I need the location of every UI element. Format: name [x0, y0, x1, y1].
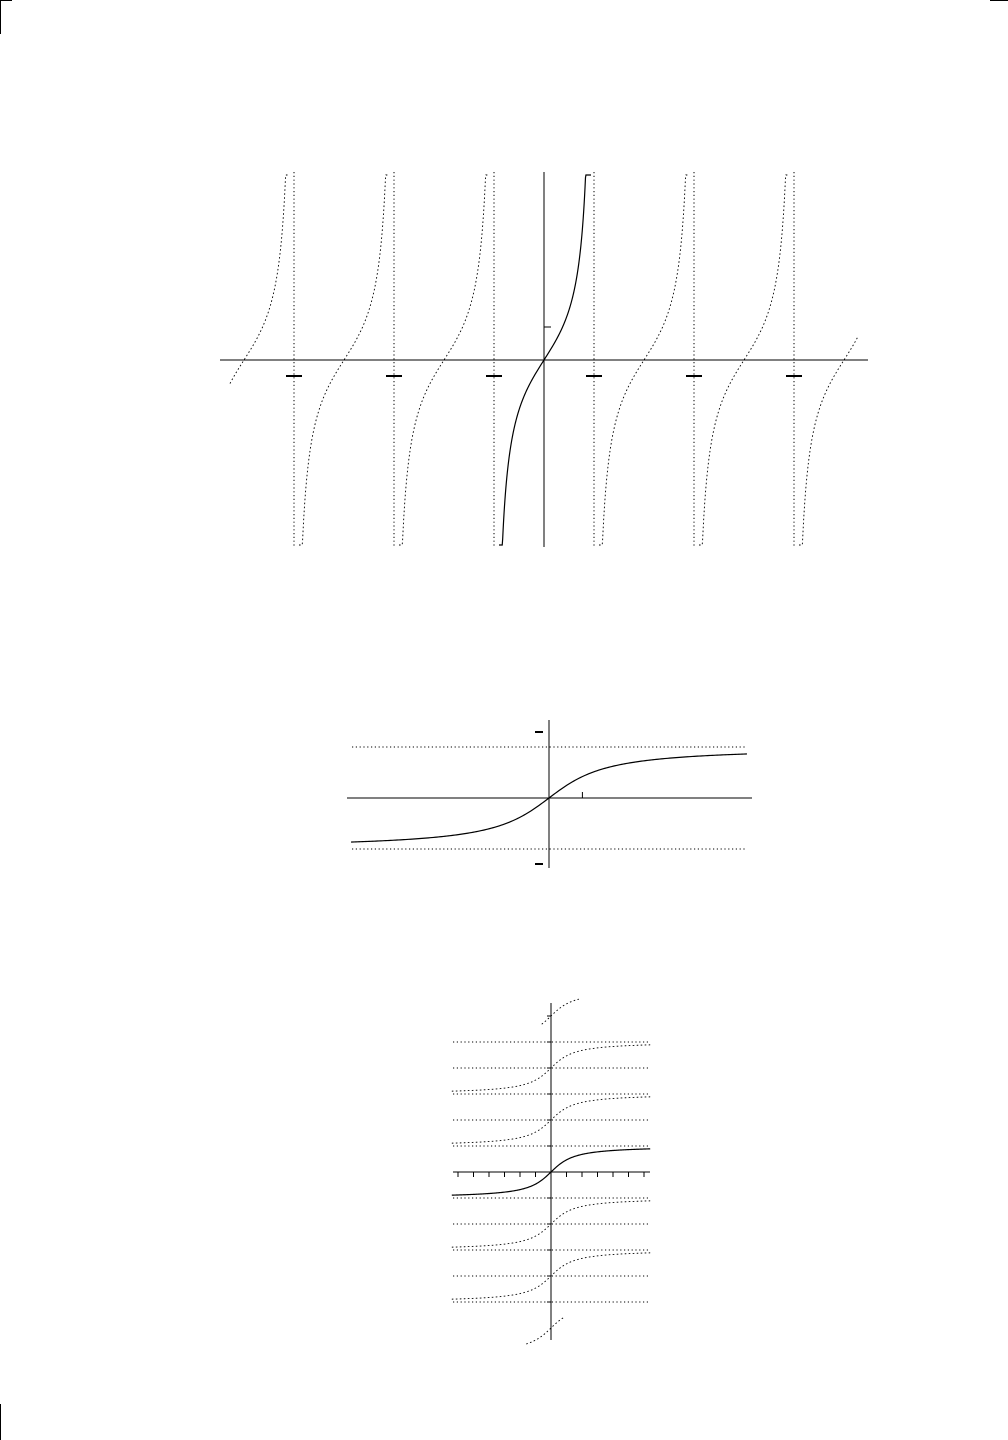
dotted-branch-top-tail [542, 999, 579, 1024]
figure-1-tan-plot [220, 172, 868, 547]
dotted-branch-1 [230, 175, 289, 384]
dotted-branch-6 [799, 336, 858, 545]
figure-3-arctan-branches-plot [452, 999, 650, 1344]
dotted-branch-bottom-tail [526, 1318, 563, 1344]
figure-2-arctan-plot [347, 720, 752, 868]
